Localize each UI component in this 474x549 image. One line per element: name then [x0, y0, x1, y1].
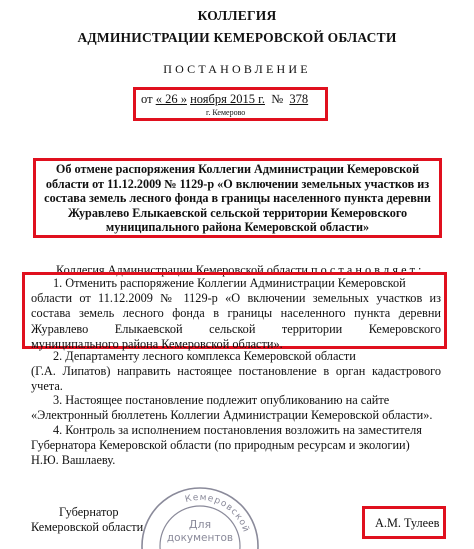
title-line: Журавлево Елыкаевской сельской территории Кемеровского: [67, 205, 408, 220]
item-line: 3. Настоящее постановление подлежит опубликованию на сайте: [53, 393, 390, 407]
seal-stamp: [140, 478, 260, 549]
item-line: «Электронный бюллетень Коллегии Администрации Кемеровской области».: [31, 408, 433, 423]
item-line: Журавлево Елыкаевской сельской территории Кемеровского: [31, 321, 441, 336]
title-line: области от 11.12.2009 № 1129-р «О включении земельных участков из: [45, 176, 430, 191]
item-2: [31, 349, 441, 395]
doc-type: ПОСТАНОВЛЕНИЕ: [163, 62, 311, 76]
signer-title-line1: Губернатор: [59, 505, 119, 519]
seal-inner-line2: документов: [166, 532, 234, 544]
signer-name: А.М. Тулеев: [375, 516, 440, 530]
date-day: « 26 »: [155, 92, 187, 106]
org-name-line2: АДМИНИСТРАЦИИ КЕМЕРОВСКОЙ ОБЛАСТИ: [77, 30, 397, 45]
title-line: муниципального района Кемеровской области»: [105, 220, 370, 235]
item-line: состава земель лесного фонда в границы населенного пункта деревни: [31, 306, 441, 321]
date-month-year: ноября 2015 г.: [190, 92, 265, 106]
date-line: [141, 92, 308, 107]
org-name-line1: КОЛЛЕГИЯ: [197, 8, 277, 23]
item-line: учета.: [31, 379, 63, 394]
title-line: состава земель лесного фонда в границы населенного пункта деревни: [44, 191, 431, 206]
item-4: [31, 423, 441, 469]
title-line: Об отмене распоряжения Коллегии Администрации Кемеровской: [55, 162, 420, 176]
item-line: 2. Департаменту лесного комплекса Кемеровской области: [53, 349, 356, 363]
item-line: (Г.А. Липатов) направить настоящее постановление в орган кадастрового: [31, 364, 441, 379]
item-3: [31, 393, 441, 423]
item-line: Губернатора Кемеровской области (по природным ресурсам и экологии): [31, 438, 410, 453]
signer-title-line2: Кемеровской области: [31, 520, 144, 534]
doc-title: [36, 162, 439, 235]
seal-ring-text: Кемеровской: [184, 492, 251, 535]
item-line: 4. Контроль за исполнением постановления возложить на заместителя: [53, 423, 422, 437]
city: г. Кемерово: [206, 108, 246, 117]
date-prefix: от: [141, 92, 153, 106]
item-1: [31, 276, 441, 352]
preamble: Коллегия Администрации Кемеровской области п о с т а н о в л я е т :: [56, 263, 422, 277]
item-line: Н.Ю. Вашлаеву.: [31, 453, 116, 468]
item-line: области от 11.12.2009 № 1129-р «О включении земельных участков из: [31, 291, 441, 306]
doc-number: 378: [289, 92, 309, 106]
item-line: 1. Отменить распоряжение Коллегии Администрации Кемеровской: [53, 276, 406, 290]
seal-inner-line1: Для: [188, 518, 212, 531]
number-sign: №: [271, 92, 284, 106]
item-line: муниципального района Кемеровской области».: [31, 336, 283, 351]
